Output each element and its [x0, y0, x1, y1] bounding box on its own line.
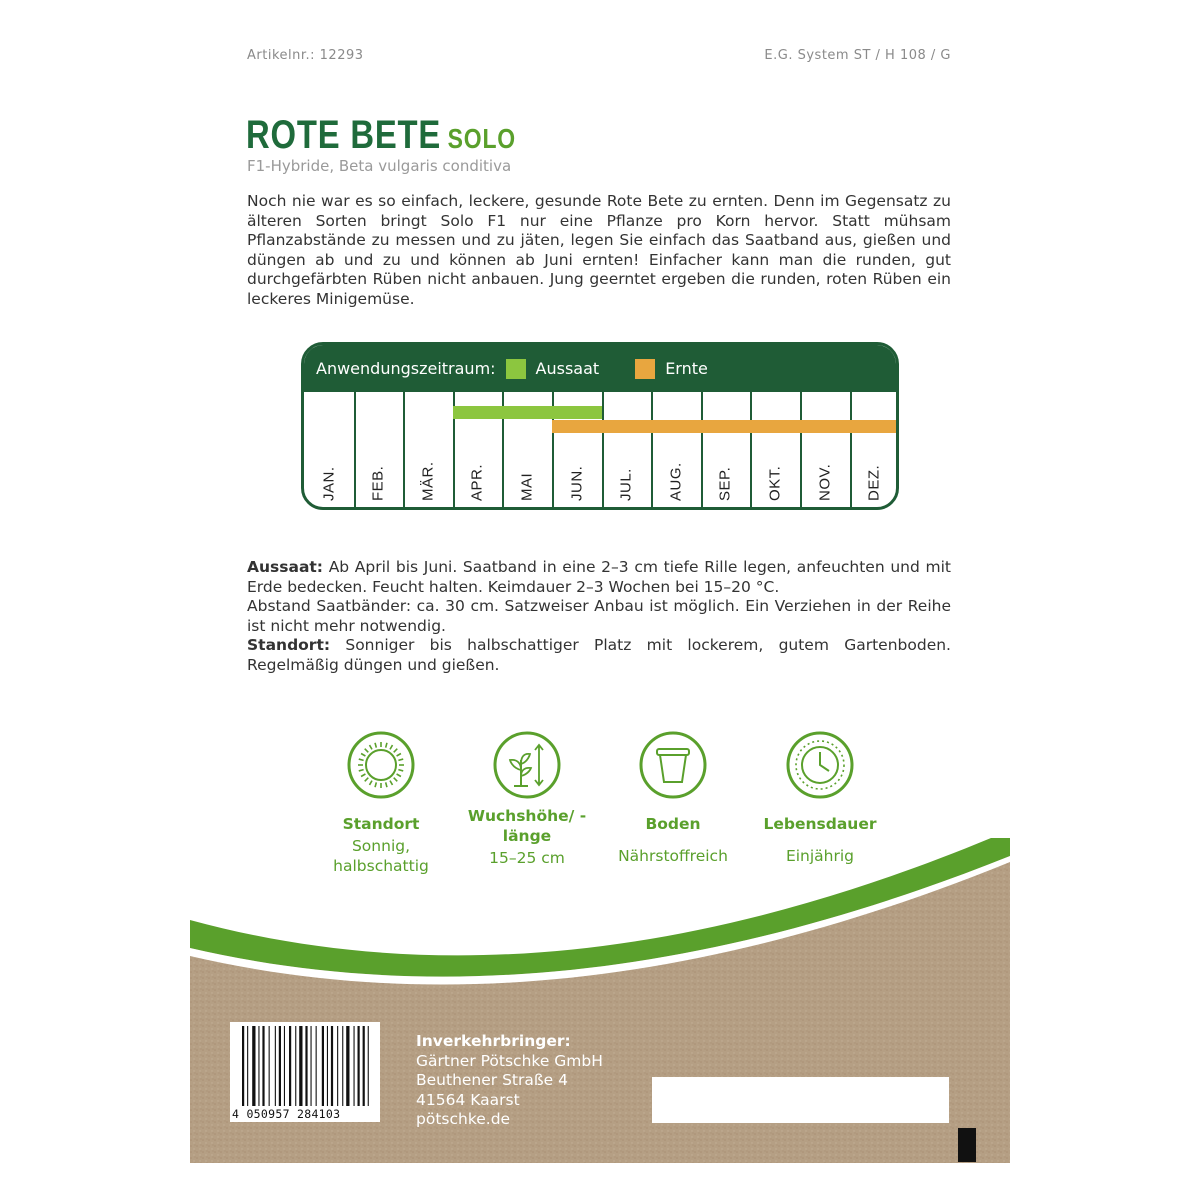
month-cell [800, 441, 849, 501]
barcode-bars [230, 1022, 380, 1108]
feature-value: 15–25 cm [489, 849, 565, 867]
location-text: Sonniger bis halbschattiger Platz mit lockerem, gutem Gartenboden. Regelmäßig düngen und gießen. [247, 636, 951, 674]
sow-period-bar [453, 406, 602, 419]
month-cell [502, 441, 551, 501]
print-mark [958, 1128, 976, 1162]
harvest-legend-swatch [635, 359, 655, 379]
harvest-period-bar [552, 420, 899, 433]
calendar-label: Anwendungszeitraum: [316, 359, 496, 378]
month-label: SEP. [716, 466, 734, 501]
product-variety: SOLO [447, 123, 516, 154]
sowing-text: Ab April bis Juni. Saatband in eine 2–3 cm tiefe Rille legen, anfeuchten und mit Erde bedecken. Feucht halten. Keimdauer 2–3 Wochen bei 15–20 °C. [247, 558, 951, 596]
sow-legend-swatch [506, 359, 526, 379]
article-number: Artikelnr.: 12293 [247, 48, 364, 63]
barcode-number: 4 050957 284103 [232, 1107, 341, 1121]
month-label: FEB. [369, 465, 387, 501]
month-cell [552, 441, 601, 501]
month-cell [701, 441, 750, 501]
sun-icon [346, 730, 416, 800]
month-label: MAI [518, 472, 536, 501]
month-label: NOV. [816, 463, 833, 501]
feature-label: Wuchshöhe/ -länge [467, 807, 587, 845]
city: 41564 Kaarst [416, 1090, 520, 1109]
growing-details [247, 558, 951, 675]
company-name: Gärtner Pötschke GmbH [416, 1051, 603, 1070]
month-label: OKT. [766, 465, 784, 501]
month-cell [304, 441, 353, 501]
harvest-legend-label: Ernte [665, 359, 708, 378]
street: Beuthener Straße 4 [416, 1071, 568, 1089]
month-label: MÄR. [419, 461, 437, 501]
feature-value: Einjährig [785, 847, 855, 865]
website-link[interactable]: pötschke.de [416, 1110, 511, 1128]
location-label: Standort: [247, 636, 331, 654]
sowing-calendar [301, 342, 899, 510]
product-title [246, 113, 516, 158]
spacing-text: Abstand Saatbänder: ca. 30 cm. Satzweiser Anbau ist möglich. Ein Verziehen in der Reihe ist nicht mehr notwendig. [247, 597, 951, 635]
month-cell [651, 441, 700, 501]
feature-value: Nährstoffreich [618, 847, 728, 865]
distributor-label: Inverkehrbringer: [416, 1032, 571, 1050]
calendar-header [304, 345, 896, 392]
plant-height-icon [492, 730, 562, 800]
month-label: DEZ. [865, 464, 883, 501]
month-label: JAN. [320, 466, 337, 501]
product-subtitle: F1-Hybride, Beta vulgaris conditiva [247, 157, 512, 175]
feature-value: Sonnig, halbschattig [333, 837, 429, 875]
feature-label: Boden [645, 815, 701, 833]
distributor-address [416, 1032, 603, 1130]
calendar-grid [304, 392, 896, 507]
month-cell [750, 441, 799, 501]
product-name: ROTE BETE [246, 113, 442, 157]
feature-label: Lebensdauer [763, 815, 877, 833]
barcode [230, 1022, 380, 1122]
month-cell [850, 441, 899, 501]
feature-label: Standort [342, 815, 420, 833]
month-cell [602, 441, 651, 501]
sowing-label: Aussaat: [247, 558, 324, 576]
month-label: JUN. [568, 465, 585, 501]
month-cell [354, 441, 403, 501]
clock-icon [785, 730, 855, 800]
month-label: AUG. [667, 462, 685, 501]
sow-legend-label: Aussaat [535, 359, 600, 378]
month-label: APR. [468, 463, 486, 501]
month-cell [453, 441, 502, 501]
pot-icon [638, 730, 708, 800]
month-cell [403, 441, 452, 501]
month-label: JUL. [617, 468, 635, 501]
label-area [652, 1077, 949, 1123]
intro-text: Noch nie war es so einfach, leckere, gesunde Rote Bete zu ernten. Denn im Gegensatz zu älteren Sorten bringt Solo F1 nur eine Pflanze pro Korn hervor. Statt mühsam Pflanzabstände zu messen und zu jäten, legen Sie einfach das Saatband aus, gießen und düngen ab und zu und können ab Juni ernten! Einfacher kann man die runden, gut durchgefärbten Rüben nicht anbauen. Jung geerntet ergeben die runden, roten Rüben ein leckeres Minigemüse. [247, 192, 951, 308]
system-code: E.G. System ST / H 108 / G [764, 48, 951, 63]
